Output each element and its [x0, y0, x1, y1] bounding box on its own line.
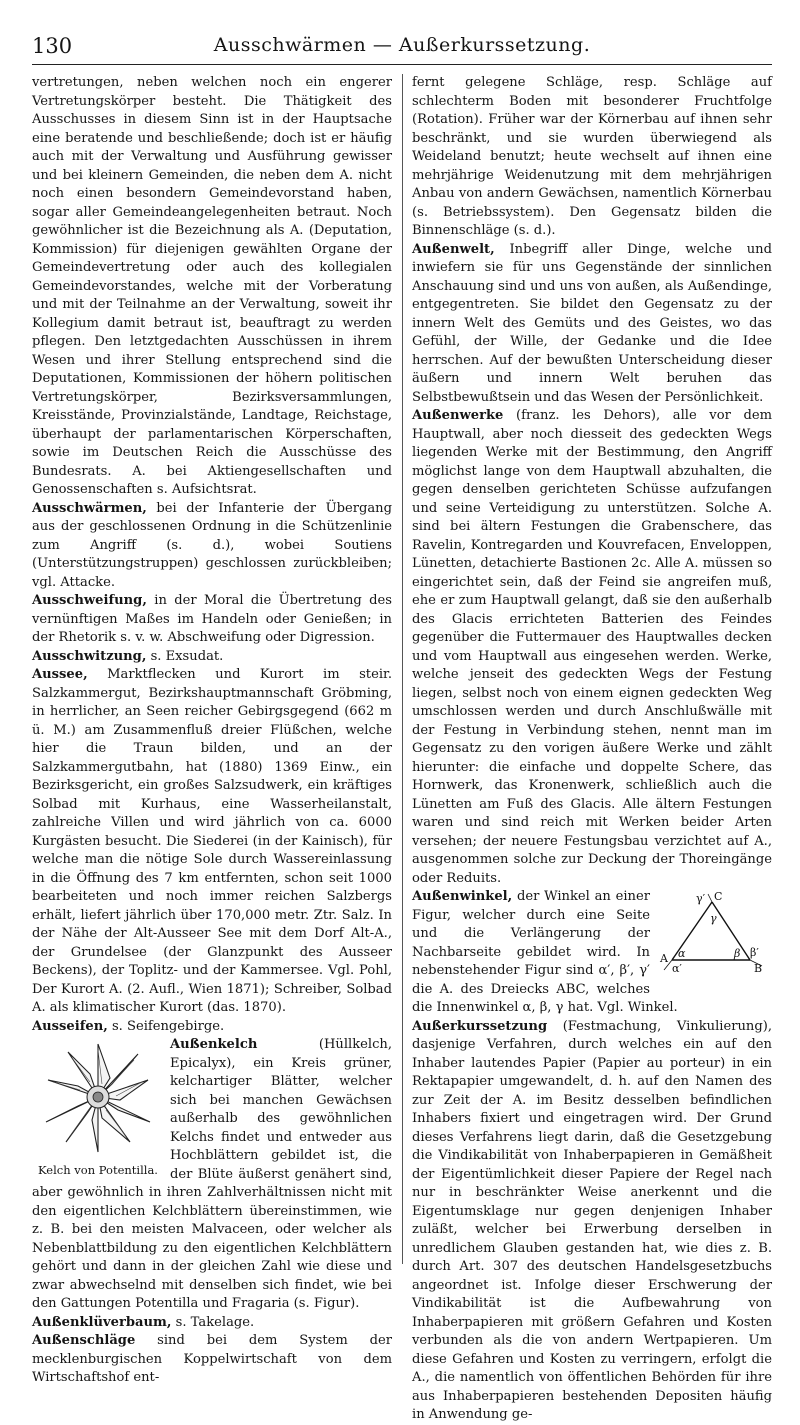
entry-body: (Hüllkelch, Epicalyx), ein Kreis grüner, kelchartiger Blätter, welcher sich bei manchen Gewächsen außerhalb des gewöhnlichen Kelchs findet und entweder aus Hochblättern gebildet ist, die der Blüte äußerst genähert sind, aber gewöhnlich in ihren Zahlverhältnissen nicht mit den eigentlichen Kelchblättern übereinstimmen, wie z. B. bei den meisten Malvaceen, oder welcher als Nebenblattbildung zu den eigentlichen Kelchblättern gehört und dann in der gleichen Zahl wie diese und zwar abwechselnd mit denselben sich findet, wie bei den Gattungen Potentilla und Fragaria (s. Figur). — [32, 1037, 392, 1311]
entry-aussenwelt — [412, 241, 772, 408]
headword: Aussee, — [32, 667, 88, 682]
page-header — [32, 30, 772, 65]
entry-aussenklueverbaum — [32, 1314, 392, 1333]
entry-body: bei der Infanterie der Übergang aus der geschlossenen Ordnung in die Schützenlinie zum Angriff (s. d.), wobei Soutiens (Unterstützungstruppen) geschlossen zurückbleiben; vgl. Attacke. — [32, 500, 392, 590]
entry-body: s. Exsudat. — [146, 648, 224, 664]
headword: Außenkelch — [170, 1037, 258, 1052]
beta-prime-label: β′ — [750, 946, 759, 959]
figure-caption: Kelch von Potentilla. — [38, 1162, 158, 1177]
beta-label: β — [734, 947, 741, 960]
left-column — [32, 74, 392, 1385]
entry-aussenschlaege — [32, 1332, 392, 1388]
paragraph-ausschuss-continued: vertretungen, neben welchen noch ein engerer Vertretungskörper besteht. Die Thätigkeit des Ausschusses in diesem Sinn ist in der Hauptsache eine beratende und beschließende; doch ist er häufig auch mit der Verwaltung und Ausführung gewisser und bei kleinern Gemeinden, die neben dem A. nicht noch einen besondern Gemeindevorstand haben, sogar aller Gemeindeangelegenheiten betraut. Noch gewöhnlicher ist die Bezeichnung als A. (Deputation, Kommission) für diejenigen gewählten Organe der Gemeindevertretung oder auch des kollegialen Gemeindevorstandes, welche mit der Vorberatung und mit der Teilnahme an der Verwaltung, soweit ihr Kollegium damit betraut ist, beauftragt zu werden pflegen. Den letztgedachten Ausschüssen in ihrem Wesen und ihrer Stellung entsprechend sind die Deputationen, Kommissionen der höhern politischen Vertretungskörper, Bezirksversammlungen, Kreisstände, Provinzialstände, Landtage, Reichstage, überhaupt der parlamentarischen Körperschaften, sowie im Deutschen Reich die Ausschüsse des Bundesrats. A. bei Aktiengesellschaften und Genossenschaften s. Aufsichtsrat. — [32, 75, 392, 497]
headword: Außenklüverbaum, — [32, 1314, 172, 1330]
triangle-figure — [656, 890, 772, 983]
vertex-a-label: A — [660, 952, 668, 965]
triangle-diagram — [658, 890, 770, 976]
entry-body: (franz. les Dehors), alle vor dem Hauptwall, aber noch diesseit des gedeckten Wegs liegenden Werke mit der Bestimmung, den Angriff möglichst lange von dem Hauptwall abzuhalten, die gegen denselben gerichteten Schüsse aufzufangen und seine Verteidigung zu unterstützen. Solche A. sind bei ältern Festungen die Grabenschere, das Ravelin, Kontregarden und Kouvrefacen, Enveloppen, Lünetten, detachierte Bastionen 2c. Alle A. müssen so eingerichtet sein, daß der Feind sie angreifen muß, ehe er zum Hauptwall gelangt, daß sie den außerhalb des Glacis errichteten Batterien des Feindes gegenüber die Futtermauer des Hauptwalles decken und vom Hauptwall aus eingesehen werden. Werke, welche jenseit des gedeckten Wegs der Festung liegen, selbst noch von einem eignen gedeckten Weg umschlossen werden und durch Anschlußwälle mit der Festung in Verbindung stehen, nennt man im Gegensatz zu den vorigen äußere Werke und zählt hierunter: die einfache und doppelte Schere, das Hornwerk, das Kronenwerk, schließlich auch die Lünetten am Fuß des Glacis. Alle ältern Festungen waren und sind reich mit Werken beider Arten versehen; der neuere Festungsbau verzichtet auf A., ausgenommen solche zur Deckung der Thoreingänge oder Reduits. — [412, 408, 772, 886]
entry-body: s. Seifengebirge. — [107, 1018, 225, 1034]
entry-body: Inbegriff aller Dinge, welche und inwiefern sie für uns Gegenstände der sinnlichen Anschauung sind und uns von außen, als Außendinge, entgegentreten. Sie bildet den Gegensatz zu der innern Welt des Gemüts und des Geistes, wo das Gefühl, der Wille, der Gedanke und die Idee herrschen. Auf der bewußten Unterscheidung dieser äußern und innern Welt beruhen das Selbstbewußtsein und das Wesen der Persönlichkeit. — [412, 241, 772, 405]
headword: Ausschwitzung, — [32, 648, 147, 664]
entry-ausschwitzung — [32, 648, 392, 667]
entry-aussenkelch — [32, 1036, 392, 1314]
entry-body: sind bei dem System der mecklenburgischen Koppelwirtschaft von dem Wirtschaftshof ent- — [32, 1333, 392, 1385]
entry-body: der Winkel an einer Figur, welcher durch eine Seite und die Verlängerung der Nachbarseite gebildet wird. In nebenstehender Figur sind α′, β′, γ′ die A. des Dreiecks ABC, welches die Innenwinkel α, β, γ hat. Vgl. Winkel. — [412, 889, 678, 1015]
entry-body: s. Takelage. — [171, 1314, 255, 1330]
calyx-illustration — [38, 1038, 158, 1156]
headword: Ausschwärmen, — [32, 500, 147, 516]
entry-ausschweifung — [32, 592, 392, 648]
headword: Außenwinkel, — [412, 889, 513, 904]
entry-body: Marktflecken und Kurort im steir. Salzkammergut, Bezirkshauptmannschaft Gröbming, in herrlicher, an Seen reicher Gebirgsgegend (662 m ü. M.) am Zusammenfluß dreier Flüßchen, welche hier die Traun bilden, und an der Salzkammergutbahn, hat (1880) 1369 Einw., ein Bezirksgericht, ein großes Salzsudwerk, ein kräftiges Solbad mit Kurhaus, eine Wasserheilanstalt, zahlreiche Villen und wird jährlich von ca. 6000 Kurgästen besucht. Die Siederei (in der Kainisch), für welche man die nötige Sole durch Wassereinlassung in die Öffnung des 7 km entfernten, schon seit 1000 bearbeiteten und noch immer reichen Salzbergs erhält, liefert jährlich über 170,000 metr. Ztr. Salz. In der Nähe der Alt-Ausseer See mit dem Dorf Alt-A., der Grundelsee (der Glanzpunkt des Ausseer Beckens), der Toplitz- und der Kammersee. Vgl. Pohl, Der Kurort A. (2. Aufl., Wien 1871); Schreiber, Solbad A. als klimatischer Kurort (das. 1870). — [32, 667, 392, 1015]
alpha-label: α — [678, 947, 686, 960]
running-title: Ausschwärmen — Außerkurssetzung. — [213, 34, 591, 56]
entry-body: in der Moral die Übertretung des vernünftigen Maßes im Handeln oder Genießen; in der Rhetorik s. v. w. Abschweifung oder Digression. — [32, 593, 392, 645]
gamma-label: γ — [710, 912, 717, 925]
page-number: 130 — [32, 34, 73, 58]
vertex-c-label: C — [714, 890, 723, 903]
entry-body: (Festmachung, Vinkulierung), dasjenige Verfahren, durch welches ein auf den Inhaber lautendes Papier (Papier au porteur) in ein Rektapapier umgewandelt, d. h. auf den Namen des zur Zeit der A. im Besitz desselben befindlichen Inhabers fixiert und eingetragen wird. Der Grund dieses Verfahrens liegt darin, daß die Gesetzgebung die Vindikabilität von Inhaberpapieren in Gemäßheit der Eigentümlichkeit dieser Papiere der Regel nach nur in beschränkter Weise anerkennt und die Eigentumsklage nur gegen denjenigen Inhaber zuläßt, welcher bei Erwerbung derselben in unredlichem Glauben gestanden hat, wie dies z. B. durch Art. 307 des deutschen Handelsgesetzbuchs angeordnet ist. Infolge dieser Erschwerung der Vindikabilität ist die Aufbewahrung von Inhaberpapieren mit größern Gefahren und Kosten verbunden als die von andern Wertpapieren. Um diese Gefahren und Kosten zu verringern, erfolgt die A., die namentlich von öffentlichen Behörden für ihre aus Inhaberpapieren bestehenden Depositen häufig in Anwendung ge- — [412, 1018, 772, 1422]
right-column — [412, 74, 772, 1422]
headword: Ausschweifung, — [32, 593, 147, 608]
vertex-b-label: B — [754, 962, 763, 975]
entry-ausseifen — [32, 1018, 392, 1037]
headword: Außenwelt, — [412, 241, 495, 257]
entry-ausschwaermen — [32, 500, 392, 593]
potentilla-figure — [32, 1038, 164, 1177]
gamma-prime-label: γ′ — [696, 892, 706, 905]
headword: Außenschläge — [32, 1333, 136, 1348]
headword: Ausseifen, — [32, 1018, 108, 1034]
alpha-prime-label: α′ — [672, 962, 682, 975]
paragraph-aussenschlaege-continued: fernt gelegene Schläge, resp. Schläge auf schlechterm Boden mit besonderer Fruchtfolge (Rotation). Früher war der Körnerbau auf ihnen sehr beschränkt, und sie wurden überwiegend als Weideland benutzt; heute wechselt auf ihnen eine mehrjährige Weidenutzung mit dem mehrjährigen Anbau von andern Gewächsen, namentlich Körnerbau (s. Betriebssystem). Den Gegensatz bilden die Binnenschläge (s. d.). — [412, 75, 772, 238]
entry-aussenwinkel — [412, 888, 772, 1018]
entry-ausserkurssetzung — [412, 1018, 772, 1425]
column-divider — [402, 74, 403, 1264]
entry-aussee — [32, 666, 392, 1018]
entry-aussenwerke — [412, 407, 772, 888]
headword: Außenwerke — [412, 408, 504, 423]
headword: Außerkurssetzung — [412, 1018, 548, 1034]
